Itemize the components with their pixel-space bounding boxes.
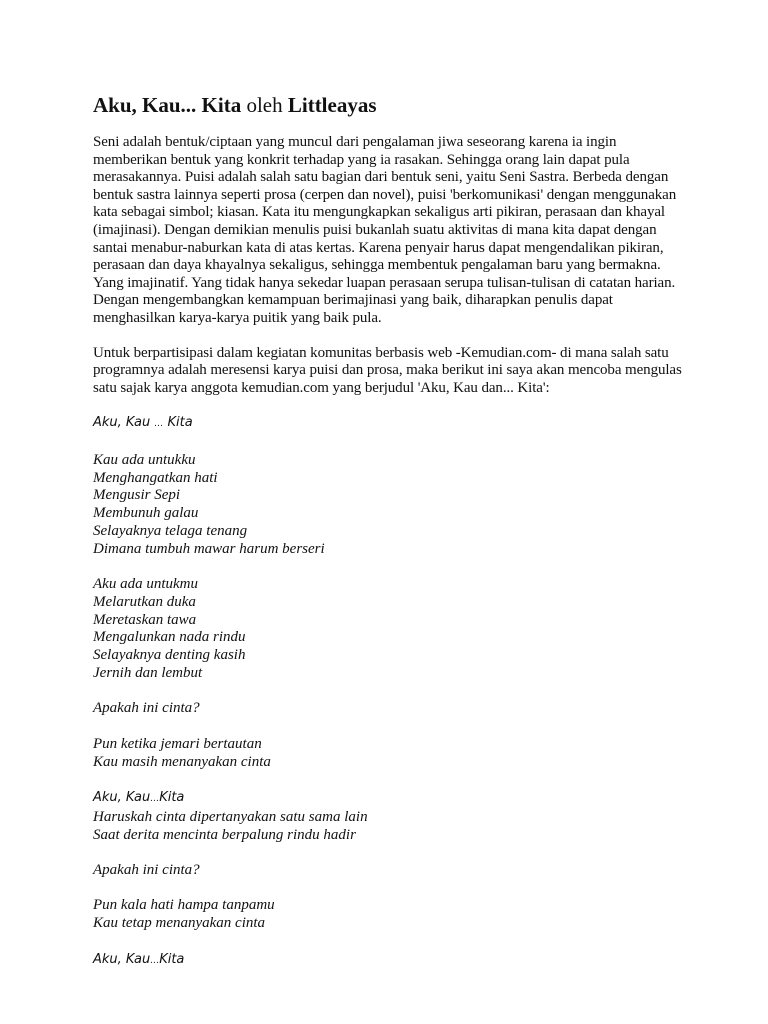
poem-line: Selayaknya telaga tenang — [93, 522, 248, 539]
poem-line: Pun ketika jemari bertautan — [93, 735, 262, 752]
poem-line: Pun kala hati hampa tanpamu — [93, 897, 275, 914]
title-connector: oleh — [241, 93, 288, 117]
poem-stanza — [93, 862, 683, 880]
poem-line: Selayaknya denting kasih — [93, 647, 246, 664]
context-paragraph: Untuk berpartisipasi dalam kegiatan komunitas berbasis web -Kemudian.com- di mana salah satu programnya adalah meresensi karya puisi dan prosa, maka berikut ini saya akan mencoba mengulas satu sajak karya anggota kemudian.com yang berjudul 'Aku, Kau dan... Kita': — [93, 344, 682, 396]
poem-line: Jernih dan lembut — [93, 665, 203, 682]
poem-title: Aku, Kau... Kita — [93, 93, 242, 117]
poem-line: Menghangatkan hati — [93, 469, 218, 486]
poem-line: Dimana tumbuh mawar harum berseri — [93, 540, 325, 557]
poem-line: Mengusir Sepi — [93, 487, 181, 504]
poem-heading-text: Kita — [159, 951, 185, 967]
poem-stanza — [93, 576, 683, 683]
poem-heading-text: Aku, Kau — [93, 951, 151, 967]
poem-line: Meretaskan tawa — [93, 611, 197, 628]
poem-line: Aku ada untukmu — [93, 576, 198, 593]
poem-heading-ellipsis: … — [150, 955, 160, 966]
poem-stanza — [93, 897, 683, 933]
poem-heading-text: Kita — [159, 790, 185, 806]
poem-stanza — [93, 452, 683, 559]
poem-line: Membunuh galau — [93, 505, 199, 522]
poem-line: Mengalunkan nada rindu — [93, 629, 246, 646]
poem-heading-text: Kita — [163, 415, 193, 431]
document-page — [93, 92, 683, 988]
poem-line: Apakah ini cinta? — [93, 862, 200, 879]
poem-stanza — [93, 951, 683, 971]
poem-line: Kau masih menanyakan cinta — [93, 753, 271, 770]
poem-stanza — [93, 736, 683, 772]
document-title — [93, 92, 683, 118]
poem-stanza — [93, 700, 683, 718]
intro-paragraph: Seni adalah bentuk/ciptaan yang muncul dari pengalaman jiwa seseorang karena ia ingin memberikan bentuk yang konkrit terhadap yang ia rasakan. Sehingga orang lain dapat pula merasakannya. Puisi adalah salah satu bagian dari bentuk seni, yaitu Seni Sastra. Berbeda dengan bentuk sastra lainnya seperti prosa (cerpen dan novel), puisi 'berkomunikasi' dengan menggunakan kata sebagai simbol; kiasan. Kata itu mengungkapkan sekaligus arti pikiran, perasaan dan khayal (imajinasi). Dengan demikian menulis puisi bukanlah suatu aktivitas di mana kita dapat dengan santai menabur-naburkan kata di atas kertas. Karena penyair harus dapat mengendalikan pikiran, perasaan dan daya khayalnya sekaligus, sehingga membentuk pengalaman baru yang bermakna. Yang imajinatif. Yang tidak hanya sekedar luapan perasaan serupa tulisan-tulisan di catatan harian. Dengan mengembangkan kemampuan berimajinasi yang baik, diharapkan penulis dapat menghasilkan karya-karya puitik yang baik pula. — [93, 134, 677, 326]
author-name: Littleayas — [287, 93, 377, 117]
poem-line: Apakah ini cinta? — [93, 700, 200, 717]
poem-line: Melarutkan duka — [93, 593, 196, 610]
poem-line: Saat derita mencinta berpalung rindu hadir — [93, 826, 356, 843]
poem-heading-ellipsis: … — [150, 794, 160, 805]
poem-line: Haruskah cinta dipertanyakan satu sama lain — [93, 808, 368, 825]
poem-line: Kau ada untukku — [93, 451, 196, 468]
poem-line: Kau tetap menanyakan cinta — [93, 915, 266, 932]
poem-heading-text: Aku, Kau — [93, 790, 151, 806]
poem-stanza — [93, 789, 683, 844]
poem-heading-ellipsis: … — [154, 419, 164, 430]
poem-heading-text: Aku, Kau — [93, 415, 155, 431]
poem-heading — [93, 414, 683, 434]
